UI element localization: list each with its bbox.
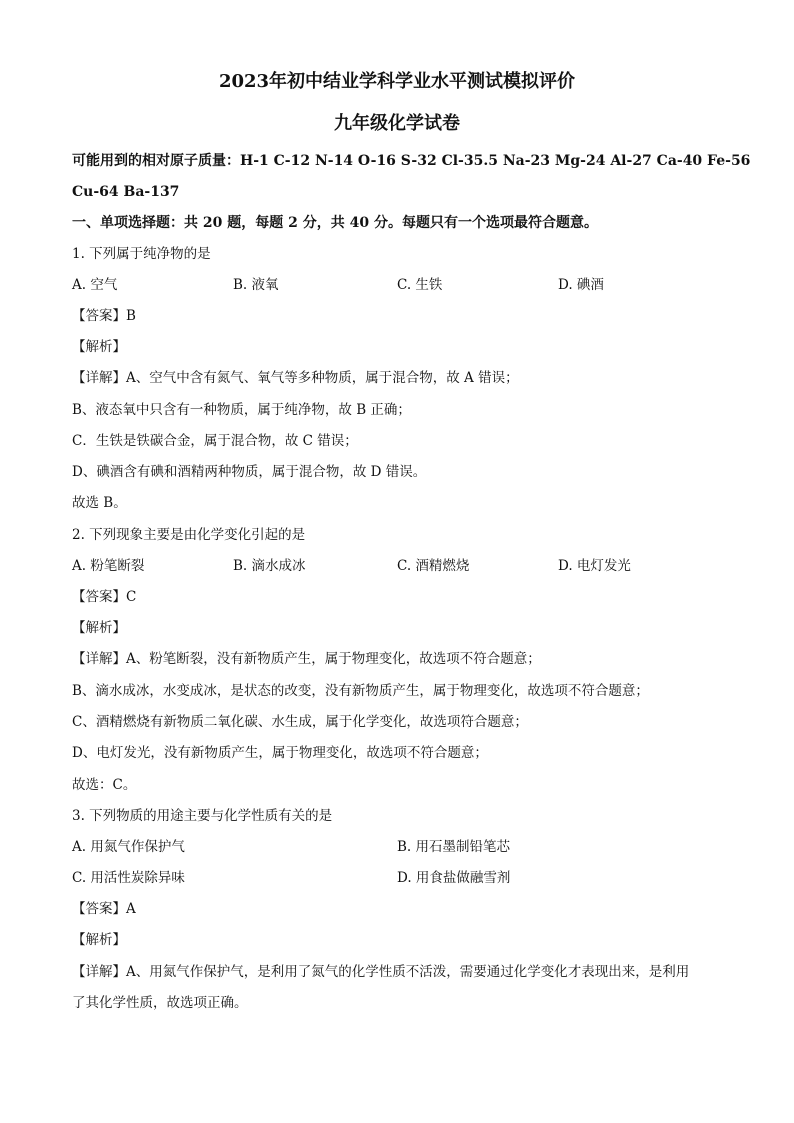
q2-answer: [72, 588, 136, 606]
detail-tag: 【详解】: [72, 651, 126, 667]
q2-detail-text-1: A、粉笔断裂，没有新物质产生，属于物理变化，故选项不符合题意；: [126, 651, 541, 667]
q3-stem: 3. 下列物质的用途主要与化学性质有关的是: [72, 808, 333, 824]
q2-option-b: B. 滴水成冰: [233, 558, 306, 574]
q3-detail-line-1: [72, 963, 689, 981]
q1-detail-line-1: [72, 369, 519, 387]
q2-detail-line-1: [72, 650, 541, 668]
detail-tag: 【详解】: [72, 964, 126, 980]
q2-detail-line-3: C、酒精燃烧有新物质二氧化碳、水生成，属于化学变化，故选项符合题意；: [72, 714, 528, 730]
q3-option-c: C. 用活性炭除异味: [72, 870, 185, 886]
q1-detail-line-2: B、液态氧中只含有一种物质，属于纯净物，故 B 正确；: [72, 402, 411, 418]
exam-title: 2023年初中结业学科学业水平测试模拟评价: [218, 71, 576, 92]
q2-stem: 2. 下列现象主要是由化学变化引起的是: [72, 527, 306, 543]
atomic-mass-line-1: 可能用到的相对原子质量：H-1 C-12 N-14 O-16 S-32 Cl-35.5 Na-23 Mg-24 Al-27 Ca-40 Fe-56: [72, 153, 751, 169]
q1-option-b: B. 液氧: [233, 277, 279, 293]
q3-option-d: D. 用食盐做融雪剂: [397, 870, 511, 886]
exam-subtitle: 九年级化学试卷: [334, 113, 460, 134]
q1-answer-value: B: [126, 308, 136, 324]
atomic-mass-line-2: Cu-64 Ba-137: [72, 184, 180, 200]
q1-analysis-tag: 【解析】: [72, 339, 126, 355]
q3-answer-value: A: [126, 901, 136, 917]
q2-option-c: C. 酒精燃烧: [397, 558, 470, 574]
q1-option-c: C. 生铁: [397, 277, 443, 293]
q1-answer: [72, 307, 136, 325]
detail-tag: 【详解】: [72, 370, 126, 386]
q1-conclusion: 故选 B。: [72, 495, 127, 511]
answer-tag: 【答案】: [72, 308, 126, 324]
q1-detail-line-4: D、碘酒含有碘和酒精两种物质，属于混合物，故 D 错误。: [72, 464, 427, 480]
q1-option-d: D. 碘酒: [558, 277, 604, 293]
q1-detail-text-1: A、空气中含有氮气、氧气等多种物质，属于混合物，故 A 错误；: [126, 370, 519, 386]
q1-detail-line-3: C．生铁是铁碳合金，属于混合物，故 C 错误；: [72, 433, 358, 449]
q3-analysis-tag: 【解析】: [72, 932, 126, 948]
q3-detail-text-1: A、用氮气作保护气，是利用了氮气的化学性质不活泼，需要通过化学变化才表现出来，是利用: [126, 964, 690, 980]
q1-option-a: A. 空气: [72, 277, 118, 293]
q2-answer-value: C: [126, 589, 137, 605]
answer-tag: 【答案】: [72, 901, 126, 917]
q3-answer: [72, 900, 136, 918]
section-heading: 一、单项选择题：共 20 题，每题 2 分，共 40 分。每题只有一个选项最符合题意。: [72, 215, 598, 231]
q2-option-d: D. 电灯发光: [558, 558, 631, 574]
q2-conclusion: 故选：C。: [72, 777, 137, 793]
q2-option-a: A. 粉笔断裂: [72, 558, 145, 574]
q3-option-a: A. 用氮气作保护气: [72, 839, 185, 855]
q2-detail-line-2: B、滴水成冰，水变成冰，是状态的改变，没有新物质产生，属于物理变化，故选项不符合题意；: [72, 683, 649, 699]
q1-stem: 1. 下列属于纯净物的是: [72, 246, 211, 262]
q2-detail-line-4: D、电灯发光，没有新物质产生，属于物理变化，故选项不符合题意；: [72, 745, 488, 761]
q2-analysis-tag: 【解析】: [72, 620, 126, 636]
answer-tag: 【答案】: [72, 589, 126, 605]
q3-detail-line-2: 了其化学性质，故选项正确。: [72, 995, 248, 1011]
q3-option-b: B. 用石墨制铅笔芯: [397, 839, 511, 855]
